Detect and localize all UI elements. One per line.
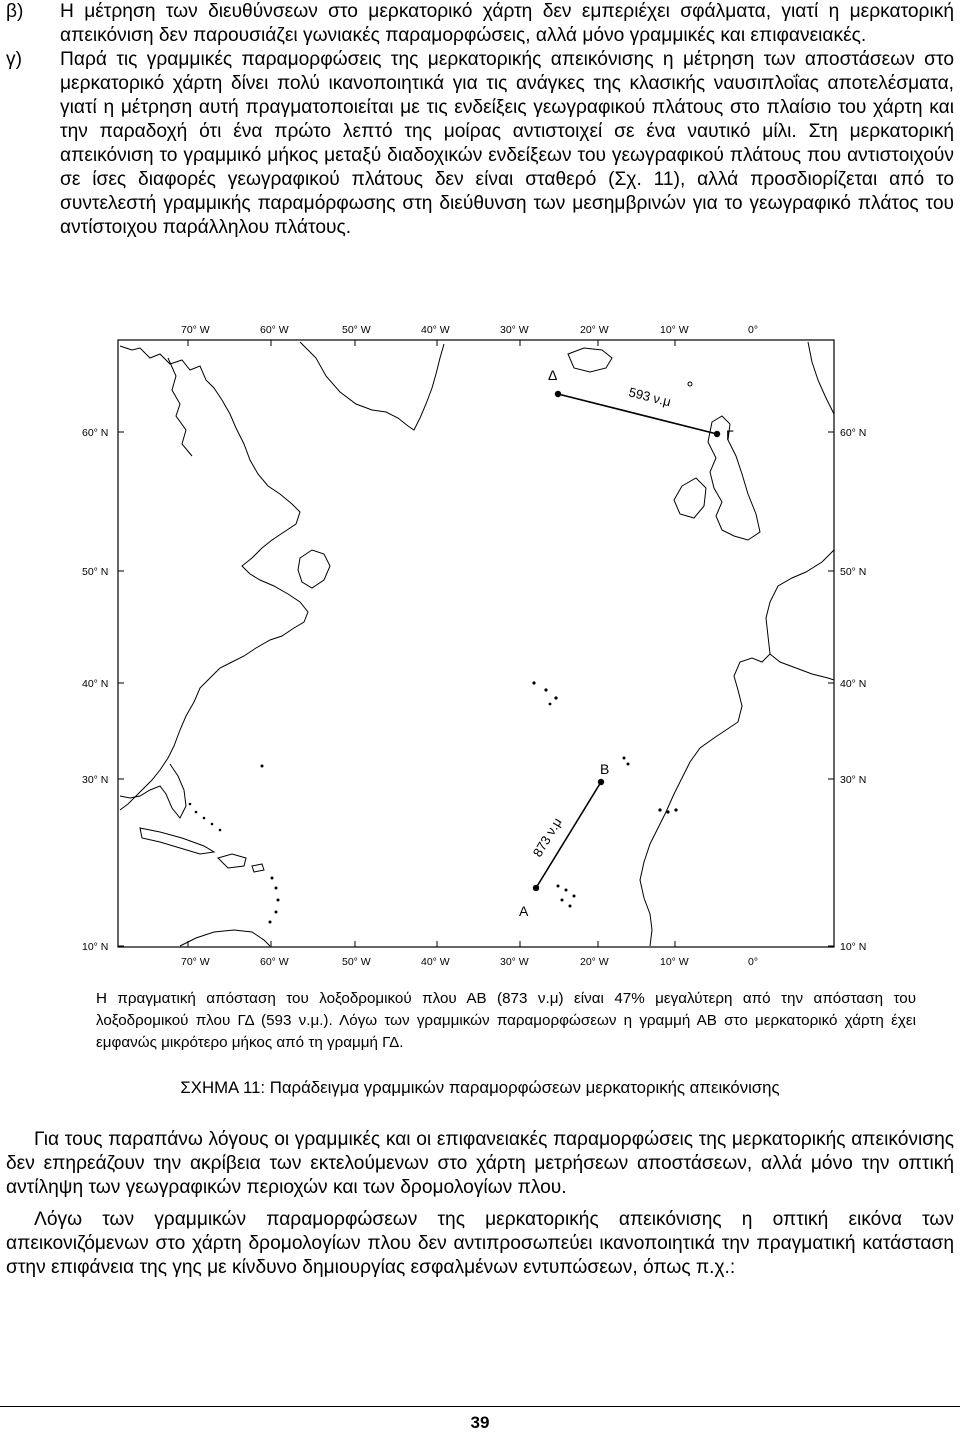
point-g-marker	[714, 431, 720, 437]
lon-label-top: 50° W	[342, 324, 371, 336]
footer-rule	[0, 1406, 960, 1407]
lat-label-right: 60° N	[840, 427, 867, 439]
list-marker: γ)	[6, 49, 22, 70]
puerto-rico-coastline	[252, 864, 264, 872]
newfoundland-coastline	[298, 550, 330, 588]
lat-label-right: 10° N	[840, 941, 867, 953]
lon-label-top: 20° W	[580, 324, 609, 336]
lon-label-bottom: 50° W	[342, 956, 371, 968]
north-america-coastline	[120, 346, 308, 810]
cape-verde-islands	[557, 885, 576, 908]
lon-label-bottom: 10° W	[660, 956, 689, 968]
faroe-islands	[688, 382, 692, 386]
florida-coastline	[120, 764, 186, 818]
lon-label-bottom: 30° W	[500, 956, 529, 968]
lat-label-left: 10° N	[82, 941, 109, 953]
lon-label-bottom: 0°	[748, 956, 759, 968]
lat-label-right: 30° N	[840, 774, 867, 786]
lat-label-right: 40° N	[840, 678, 867, 690]
lat-label-left: 30° N	[82, 774, 109, 786]
list-text: Παρά τις γραμμικές παραμορφώσεις της μερκατορικής απεικόνισης η μέτρηση των αποστάσεων στο μερκατορικό χάρτη δίνει πολύ ικανοποιητικά για τις ανάγκες της κλασικής ναυσιπλοΐας αποτελέσματα, γιατί η μέτρηση αυτή πραγματοποιείται με τις ενδείξεις γεωγραφικού πλάτους στο πλαίσιο του χάρτη και την παραδοχή ότι ένα πρώτο λεπτό της μοίρας αντιστοιχεί σε ένα ναυτικό μίλι. Στη μερκατορική απεικόνιση το γραμμικό μήκος μεταξύ διαδοχικών ενδείξεων του γεωγραφικού πλάτους που αντιστοιχούν σε ίσες διαφορές γεωγραφικού πλάτους δεν είναι σταθερό (Σχ. 11), αλλά προσδιορίζεται από το συντελεστή γραμμικής παραμόρφωσης στη διεύθυνση των μεσημβρινών για το γεωγραφικό πλάτος του αντίστοιχου παράλληλου πλάτους.	[60, 49, 954, 238]
hudson-labrador-detail	[168, 358, 192, 456]
point-a-marker	[533, 885, 539, 891]
iberia-coastline	[770, 654, 834, 680]
lon-label-top: 40° W	[421, 324, 450, 336]
lon-label-bottom: 60° W	[260, 956, 289, 968]
list-item-gamma	[6, 48, 954, 240]
hispaniola-coastline	[218, 854, 246, 868]
figure-title: ΣΧΗΜΑ 11: Παράδειγμα γραμμικών παραμορφώσεων μερκατορικής απεικόνισης	[180, 1078, 780, 1097]
longitude-ticks	[188, 340, 675, 947]
route-ab-label: 873 ν.μ	[529, 815, 565, 860]
lon-label-bottom: 70° W	[181, 956, 210, 968]
lon-label-top: 70° W	[181, 324, 210, 336]
point-g-label: Γ	[726, 427, 734, 443]
lon-label-top: 0°	[748, 324, 759, 336]
lon-label-top: 30° W	[500, 324, 529, 336]
scandinavia-coastline	[808, 342, 834, 414]
iceland-coastline	[568, 348, 612, 372]
list-text: Η μέτρηση των διευθύνσεων στο μερκατορικό χάρτη δεν εμπεριέχει σφάλματα, γιατί η μερκατορική απεικόνιση δεν παρουσιάζει γωνιακές παραμορφώσεις, αλλά μόνο γραμμικές και επιφανειακές.	[60, 1, 954, 46]
paragraph: Λόγω των γραμμικών παραμορφώσεων της μερκατορικής απεικόνισης η οπτική εικόνα των απεικονιζόμενων στο χάρτη δρομολογίων πλου δεν αντιπροσωπεύει ικανοποιητικά την πραγματική κατάσταση στην επιφάνεια της γης με κίνδυνο δημιουργίας εσφαλμένων εντυπώσεων, όπως π.χ.:	[6, 1209, 954, 1278]
cuba-coastline	[140, 828, 214, 854]
point-b-marker	[598, 779, 604, 785]
list-item-beta	[6, 0, 954, 48]
figure-caption-note: Η πραγματική απόσταση του λοξοδρομικού πλου ΑΒ (873 ν.μ) είναι 47% μεγαλύτερη από την απόσταση του λοξοδρομικού πλου ΓΔ (593 ν.μ.). Λόγω των γραμμικών παραμορφώσεων η γραμμή ΑΒ στο μερκατορικό χάρτη έχει εμφανώς μικρότερο μήκος από τη γραμμή ΓΔ.	[96, 990, 916, 1051]
route-gd-label: 593 ν.μ	[627, 384, 673, 410]
lon-label-bottom: 40° W	[421, 956, 450, 968]
point-d-marker	[555, 391, 561, 397]
lat-label-left: 40° N	[82, 678, 109, 690]
lat-label-left: 60° N	[82, 427, 109, 439]
europe-africa-coastline	[640, 550, 834, 946]
lon-label-bottom: 20° W	[580, 956, 609, 968]
lat-label-right: 50° N	[840, 566, 867, 578]
point-d-label: Δ	[548, 367, 558, 383]
list-marker: β)	[6, 1, 24, 22]
azores-islands	[532, 681, 557, 705]
page-number: 39	[470, 1413, 490, 1432]
lon-label-top: 10° W	[660, 324, 689, 336]
greenland-coastline	[300, 342, 444, 430]
mercator-map	[0, 318, 960, 974]
point-a-label: Α	[519, 903, 529, 919]
bahamas-islands	[189, 803, 222, 832]
bermuda	[261, 765, 264, 768]
mercator-map-figure	[0, 318, 960, 974]
south-america-coastline	[180, 930, 270, 946]
lat-label-left: 50° N	[82, 566, 109, 578]
point-b-label: Β	[600, 761, 610, 777]
paragraph: Για τους παραπάνω λόγους οι γραμμικές και οι επιφανειακές παραμορφώσεις της μερκατορικής απεικόνισης δεν επηρεάζουν την ακρίβεια των εκτελούμενων στο χάρτη μετρήσεων αποστάσεων, αλλά μόνο την οπτική αντίληψη των γεωγραφικών περιοχών και των δρομολογίων πλου.	[6, 1129, 954, 1198]
lesser-antilles	[269, 877, 280, 924]
latitude-ticks	[118, 432, 834, 946]
lon-label-top: 60° W	[260, 324, 289, 336]
ireland-coastline	[674, 478, 706, 518]
